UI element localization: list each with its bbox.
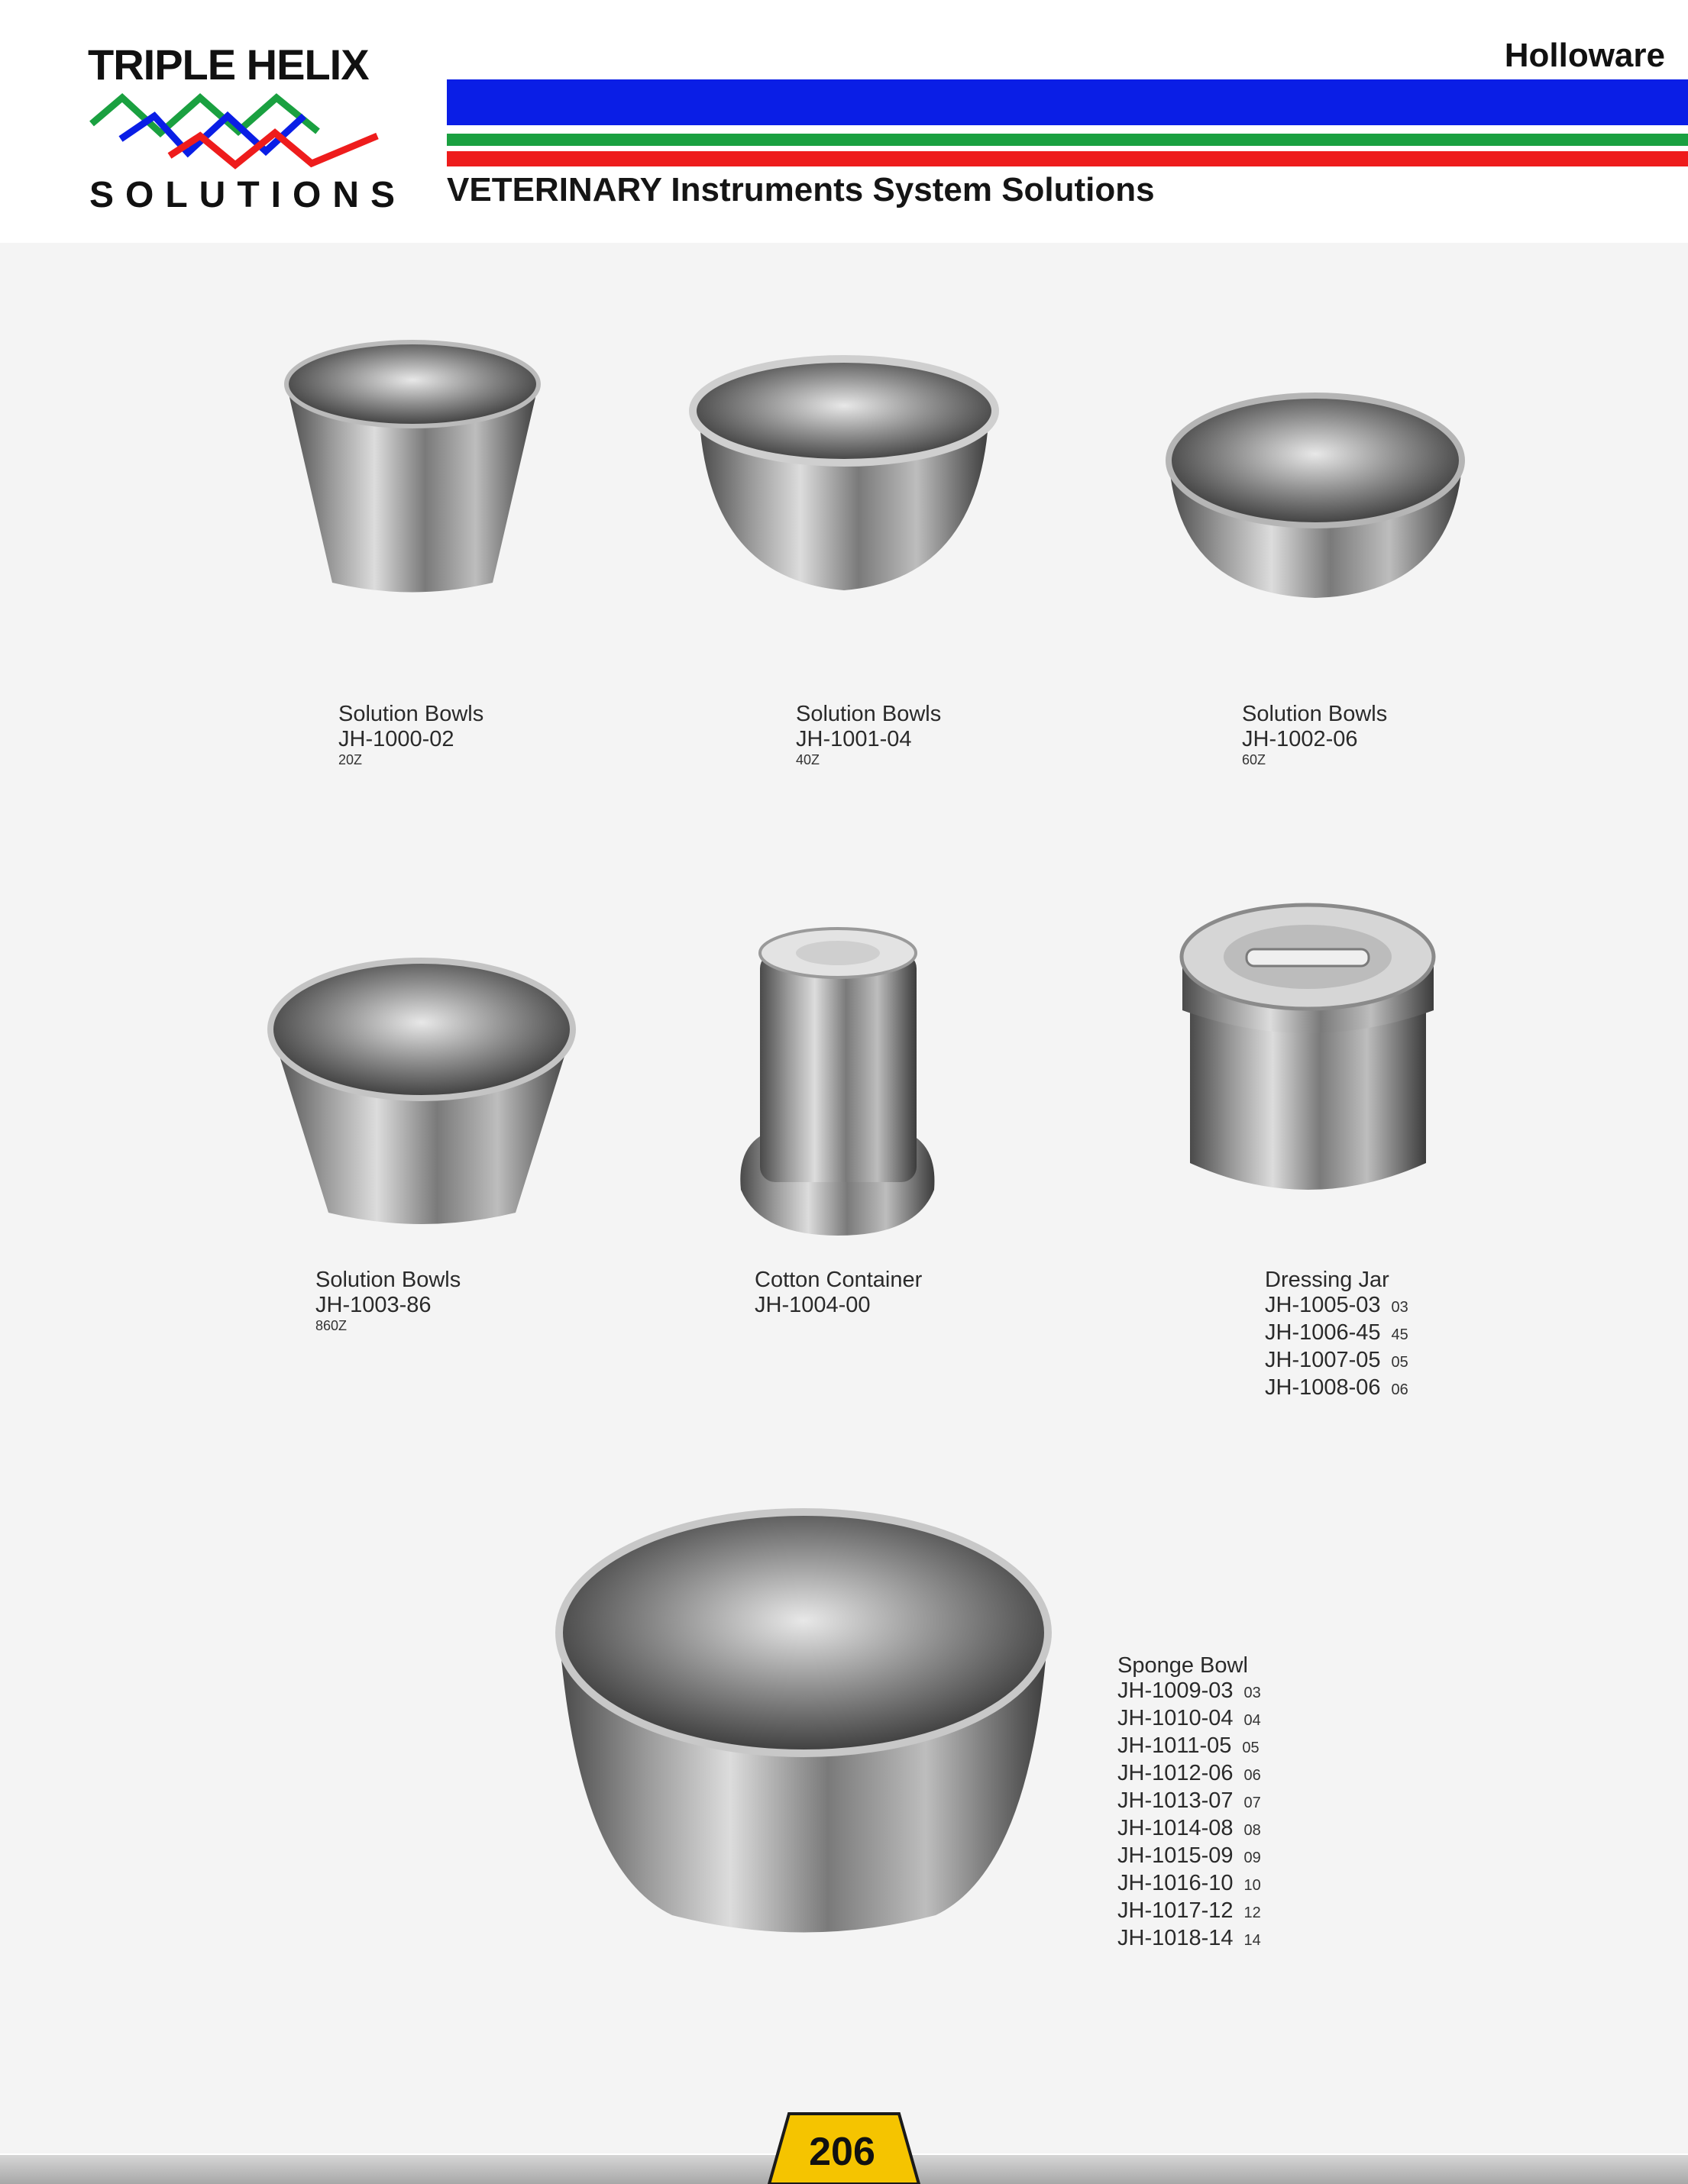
logo-text-bottom: SOLUTIONS: [89, 175, 407, 215]
product-size: 05: [1242, 1740, 1260, 1756]
product-code: JH-1000-02: [338, 727, 454, 751]
product-code: JH-1015-09: [1117, 1843, 1234, 1868]
product-size: 860Z: [315, 1318, 348, 1333]
header-bar-green: [447, 134, 1688, 146]
product-size: 40Z: [796, 752, 820, 767]
product-name: Solution Bowls: [338, 702, 484, 726]
header-bar-red: [447, 151, 1688, 166]
product-code: JH-1001-04: [796, 727, 912, 751]
product-code: JH-1017-12: [1117, 1898, 1234, 1923]
product-size: 14: [1243, 1932, 1261, 1949]
helix-logo-icon: [86, 86, 383, 171]
product-code: JH-1018-14: [1117, 1926, 1234, 1950]
product-name: Solution Bowls: [796, 702, 942, 726]
product-code: JH-1003-86: [315, 1293, 432, 1317]
product-code-row: [1117, 1816, 1261, 1843]
product-code-row: [1265, 1375, 1408, 1403]
product-code: JH-1002-06: [1242, 727, 1358, 751]
product-size: 03: [1391, 1299, 1408, 1316]
product-size: 45: [1391, 1326, 1408, 1343]
product-caption: [1265, 1268, 1408, 1403]
product-code: JH-1014-08: [1117, 1816, 1234, 1840]
product-size: 20Z: [338, 752, 363, 767]
product-name: Dressing Jar: [1265, 1268, 1389, 1292]
product-size: 08: [1243, 1822, 1261, 1839]
product-caption: [796, 702, 941, 767]
round-bowl-image: [1161, 388, 1470, 602]
product-caption: [315, 1268, 461, 1333]
product-code-row: [1117, 1733, 1261, 1761]
product-size: 10: [1243, 1877, 1261, 1894]
product-name: Sponge Bowl: [1117, 1653, 1248, 1678]
product-caption: [1242, 702, 1387, 767]
rimmed-bowl-image: [684, 350, 1004, 602]
product-code: JH-1004-00: [755, 1293, 871, 1317]
catalog-content: [0, 243, 1688, 2153]
section-title: Holloware: [1504, 37, 1665, 74]
product-size: 60Z: [1242, 752, 1266, 767]
product-code-row: [1265, 1293, 1408, 1320]
product-code-row: [1117, 1678, 1261, 1706]
product-size: 06: [1391, 1381, 1408, 1398]
logo-text-top: TRIPLE HELIX: [88, 40, 369, 89]
dressing-jar-image: [1176, 896, 1440, 1213]
sponge-bowl-image: [550, 1503, 1058, 1942]
page-number: 206: [809, 2130, 875, 2174]
product-size: 06: [1243, 1767, 1261, 1784]
product-code-row: [1117, 1871, 1261, 1898]
header-bar-blue: [447, 79, 1688, 125]
product-size: 09: [1243, 1850, 1261, 1866]
product-code-row: [1117, 1926, 1261, 1953]
cotton-container-image: [737, 922, 939, 1239]
product-size: 05: [1391, 1354, 1408, 1371]
product-code: JH-1010-04: [1117, 1706, 1234, 1730]
product-caption: [338, 702, 483, 767]
product-code: JH-1009-03: [1117, 1678, 1234, 1703]
product-code-row: [1265, 1348, 1408, 1375]
product-size: 04: [1243, 1712, 1261, 1729]
tapered-cup-image: [279, 338, 546, 598]
product-code: JH-1012-06: [1117, 1761, 1234, 1785]
product-size: 07: [1243, 1795, 1261, 1811]
product-size: 12: [1243, 1905, 1261, 1921]
product-caption: [755, 1268, 922, 1318]
catalog-subtitle: VETERINARY Instruments System Solutions: [447, 171, 1155, 208]
product-name: Cotton Container: [755, 1268, 923, 1292]
product-code-row: [1117, 1898, 1261, 1926]
wide-bowl-image: [264, 953, 580, 1236]
product-code-row: [1117, 1761, 1261, 1788]
product-caption: [1117, 1653, 1261, 1953]
product-code: JH-1006-45: [1265, 1320, 1381, 1345]
page-header: [0, 0, 1688, 243]
product-code: JH-1013-07: [1117, 1788, 1234, 1813]
product-name: Solution Bowls: [1242, 702, 1388, 726]
product-code: JH-1008-06: [1265, 1375, 1381, 1400]
product-code-row: [1117, 1788, 1261, 1816]
product-size: 03: [1243, 1685, 1261, 1701]
product-code-row: [1117, 1706, 1261, 1733]
product-code: JH-1005-03: [1265, 1293, 1381, 1317]
product-code: JH-1007-05: [1265, 1348, 1381, 1372]
product-code: JH-1011-05: [1117, 1733, 1232, 1758]
product-code-row: [1265, 1320, 1408, 1348]
product-code-row: [1117, 1843, 1261, 1871]
product-code: JH-1016-10: [1117, 1871, 1234, 1895]
product-name: Solution Bowls: [315, 1268, 461, 1292]
